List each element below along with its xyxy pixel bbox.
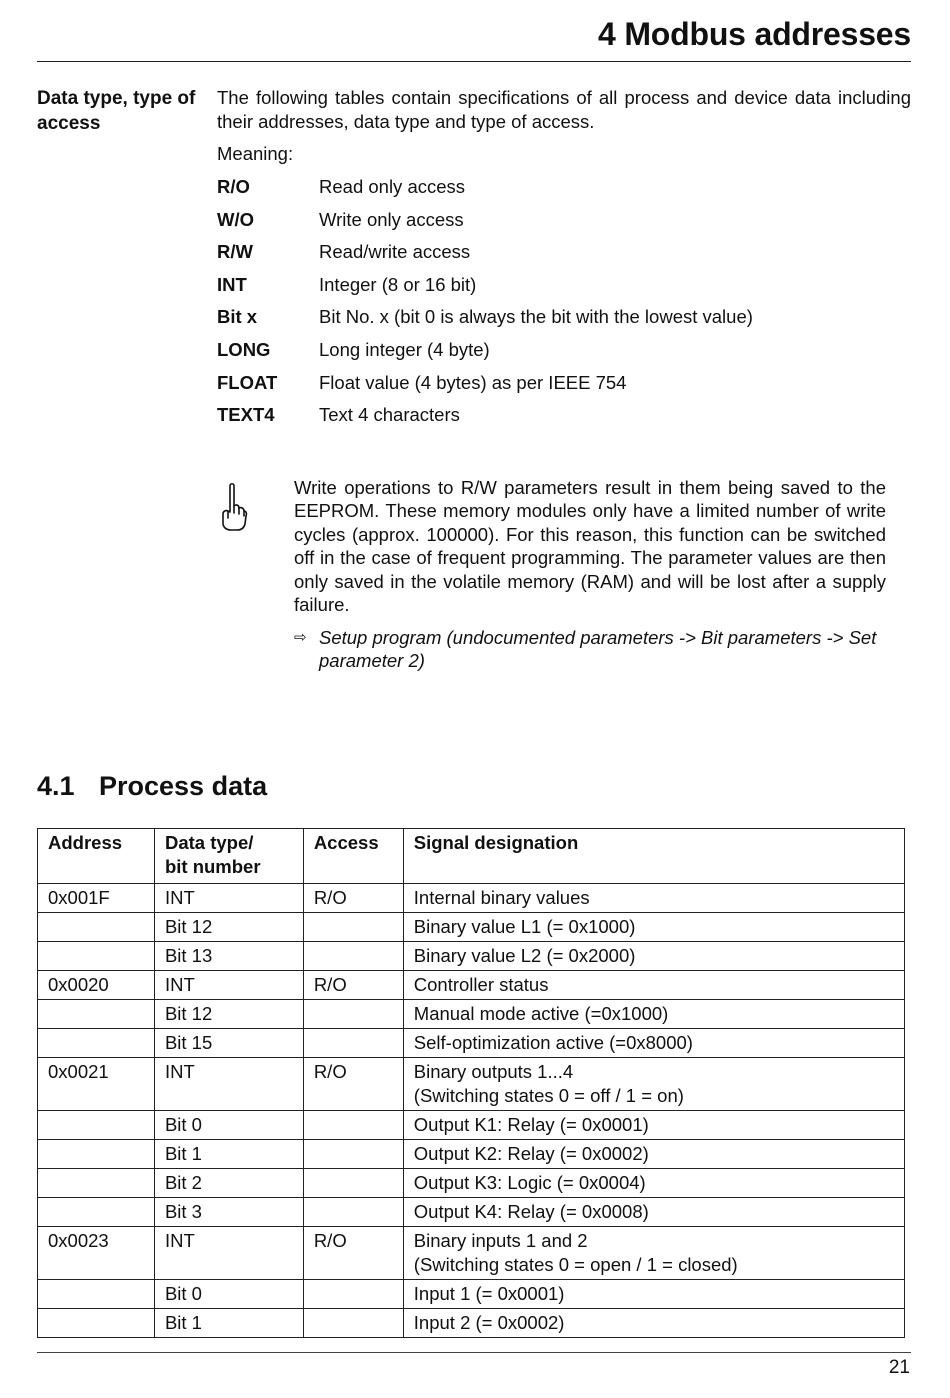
signal-cell: [403, 1029, 904, 1058]
signal-cell: [403, 1169, 904, 1198]
access-cell: [303, 913, 403, 942]
header-rule: [37, 61, 911, 62]
address-cell: [38, 1140, 155, 1169]
note-text: Write operations to R/W parameters result in them being saved to the EEPROM. These memory modules only have a limited number of write cycles (approx. 100000). For this reason, this function can be switched off in the case of frequent programming. The parameter values are then only saved in the volatile memory (RAM) and will be lost after a supply failure.: [294, 477, 886, 616]
intro-paragraph: The following tables contain specifications of all process and device data including their addresses, data type and type of access.: [217, 87, 911, 132]
section-title: Process data: [99, 771, 268, 801]
table-row: [38, 1058, 905, 1111]
data-type-cell: Bit 3: [154, 1198, 303, 1227]
table-row: [38, 1309, 905, 1338]
access-cell: [303, 1309, 403, 1338]
header-address: Address: [38, 829, 155, 884]
process-data-table: [37, 828, 905, 1338]
chapter-title: 4 Modbus addresses: [598, 16, 911, 52]
table-row: [38, 942, 905, 971]
header-signal: Signal designation: [403, 829, 904, 884]
data-type-cell: Bit 13: [154, 942, 303, 971]
table-body: [38, 884, 905, 1338]
page-number: 21: [888, 1357, 910, 1378]
access-cell: [303, 1029, 403, 1058]
data-type-cell: Bit 15: [154, 1029, 303, 1058]
data-type-cell: Bit 12: [154, 1000, 303, 1029]
meaning-label: Meaning:: [217, 143, 294, 164]
address-cell: 0x0021: [38, 1058, 155, 1111]
signal-cell: [403, 1309, 904, 1338]
definition-row: [217, 240, 917, 273]
signal-line: Internal binary values: [413, 887, 590, 908]
definition-list: [217, 175, 917, 436]
section-number: 4.1: [37, 771, 75, 801]
address-cell: [38, 1309, 155, 1338]
definition-description: Float value (4 bytes) as per IEEE 754: [319, 371, 627, 393]
access-cell: R/O: [303, 1227, 403, 1280]
footer-rule: [37, 1352, 911, 1353]
signal-line: Input 2 (= 0x0002): [413, 1312, 565, 1333]
signal-cell: [403, 1000, 904, 1029]
table-row: [38, 1280, 905, 1309]
data-type-cell: Bit 1: [154, 1140, 303, 1169]
definition-row: [217, 371, 917, 404]
side-heading: Data type, type of access: [37, 88, 196, 134]
definition-term: INT: [217, 273, 247, 295]
data-type-cell: Bit 2: [154, 1169, 303, 1198]
signal-cell: [403, 942, 904, 971]
definition-term: FLOAT: [217, 371, 278, 393]
signal-cell: [403, 1140, 904, 1169]
table-row: [38, 884, 905, 913]
table-row: [38, 1198, 905, 1227]
header-data-type-line1: Data type/: [164, 832, 254, 853]
table-row: [38, 1111, 905, 1140]
signal-line: Self-optimization active (=0x8000): [413, 1032, 693, 1053]
signal-cell: [403, 1227, 904, 1280]
signal-line: Output K1: Relay (= 0x0001): [413, 1114, 649, 1135]
signal-line: (Switching states 0 = open / 1 = closed): [413, 1254, 738, 1275]
definition-term: R/W: [217, 241, 253, 263]
signal-cell: [403, 1058, 904, 1111]
table-row: [38, 1169, 905, 1198]
access-cell: [303, 1140, 403, 1169]
access-cell: [303, 1111, 403, 1140]
table-row: [38, 1029, 905, 1058]
address-cell: 0x0023: [38, 1227, 155, 1280]
data-type-cell: INT: [154, 884, 303, 913]
definition-description: Read/write access: [319, 241, 471, 263]
definition-term: LONG: [217, 338, 271, 360]
table-header-row: [38, 829, 905, 884]
address-cell: [38, 1029, 155, 1058]
signal-line: Binary inputs 1 and 2: [413, 1230, 588, 1251]
access-cell: [303, 942, 403, 971]
signal-cell: [403, 884, 904, 913]
section-heading: [37, 771, 267, 802]
definition-description: Bit No. x (bit 0 is always the bit with the lowest value): [319, 306, 753, 328]
header-data-type-line2: bit number: [164, 856, 261, 877]
data-type-cell: Bit 12: [154, 913, 303, 942]
definition-row: [217, 305, 917, 338]
access-cell: [303, 1280, 403, 1309]
data-type-cell: Bit 0: [154, 1280, 303, 1309]
data-type-cell: INT: [154, 1227, 303, 1280]
access-cell: [303, 1169, 403, 1198]
table-row: [38, 1140, 905, 1169]
address-cell: [38, 1198, 155, 1227]
reference-arrow-icon: ⇨: [294, 629, 307, 646]
signal-cell: [403, 913, 904, 942]
data-type-cell: INT: [154, 1058, 303, 1111]
signal-line: Output K4: Relay (= 0x0008): [413, 1201, 649, 1222]
reference-text: Setup program (undocumented parameters -> Bit parameters -> Set parameter 2): [319, 627, 877, 672]
definition-term: R/O: [217, 176, 250, 197]
access-cell: R/O: [303, 884, 403, 913]
signal-cell: [403, 971, 904, 1000]
access-cell: R/O: [303, 1058, 403, 1111]
table-row: [38, 1227, 905, 1280]
signal-line: Manual mode active (=0x1000): [413, 1003, 669, 1024]
address-cell: 0x0020: [38, 971, 155, 1000]
note-reference: [294, 626, 886, 673]
address-cell: 0x001F: [38, 884, 155, 913]
signal-cell: [403, 1280, 904, 1309]
definition-description: Integer (8 or 16 bit): [319, 273, 477, 295]
address-cell: [38, 913, 155, 942]
pointing-hand-icon: [217, 480, 249, 534]
address-cell: [38, 1169, 155, 1198]
header-access: Access: [303, 829, 403, 884]
table-row: [38, 1000, 905, 1029]
data-type-cell: Bit 1: [154, 1309, 303, 1338]
header-data-type: [154, 829, 303, 884]
signal-line: Binary value L2 (= 0x2000): [413, 945, 636, 966]
data-type-cell: INT: [154, 971, 303, 1000]
definition-row: [217, 403, 917, 436]
signal-cell: [403, 1111, 904, 1140]
access-cell: R/O: [303, 971, 403, 1000]
signal-line: Binary outputs 1...4: [413, 1061, 574, 1082]
definition-description: Read only access: [319, 176, 466, 197]
definition-term: Bit x: [217, 306, 258, 328]
definition-term: W/O: [217, 208, 254, 230]
signal-line: Input 1 (= 0x0001): [413, 1283, 565, 1304]
definition-row: [217, 273, 917, 306]
table-row: [38, 913, 905, 942]
signal-line: (Switching states 0 = off / 1 = on): [413, 1085, 684, 1106]
address-cell: [38, 942, 155, 971]
address-cell: [38, 1111, 155, 1140]
definition-row: [217, 208, 917, 241]
signal-line: Output K2: Relay (= 0x0002): [413, 1143, 649, 1164]
address-cell: [38, 1000, 155, 1029]
definition-row: [217, 175, 917, 208]
definition-description: Text 4 characters: [319, 404, 460, 426]
definition-description: Write only access: [319, 208, 464, 230]
definition-description: Long integer (4 byte): [319, 338, 490, 360]
access-cell: [303, 1198, 403, 1227]
access-cell: [303, 1000, 403, 1029]
address-cell: [38, 1280, 155, 1309]
signal-line: Output K3: Logic (= 0x0004): [413, 1172, 646, 1193]
signal-line: Controller status: [413, 974, 549, 995]
definition-row: [217, 338, 917, 371]
definition-term: TEXT4: [217, 404, 275, 426]
data-type-cell: Bit 0: [154, 1111, 303, 1140]
signal-cell: [403, 1198, 904, 1227]
table-row: [38, 971, 905, 1000]
signal-line: Binary value L1 (= 0x1000): [413, 916, 636, 937]
